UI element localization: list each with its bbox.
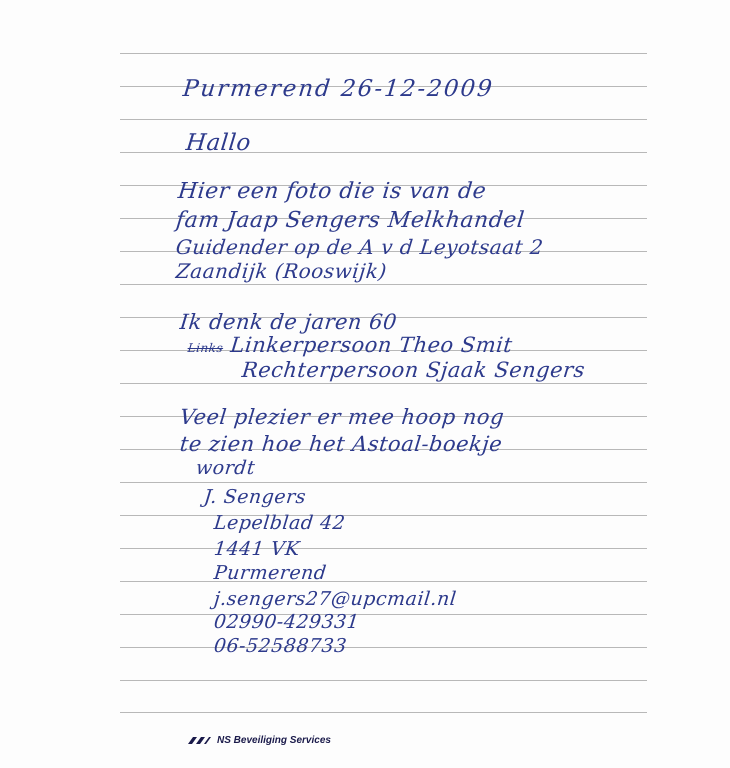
ruled-line — [120, 614, 647, 615]
ruled-line — [120, 515, 647, 516]
letter-line-10: wordt — [194, 457, 257, 479]
signature: J. Sengers — [202, 486, 308, 508]
ns-logo-icon — [186, 731, 212, 750]
ruled-line — [120, 482, 647, 483]
letter-line-8: Veel plezier er mee hoop nog — [178, 405, 506, 429]
letter-line-4: Zaandijk (Rooswijk) — [174, 259, 389, 283]
left-person: Linkerpersoon Theo Smit — [229, 333, 514, 357]
footer-brand-text: NS Beveiliging Services — [217, 735, 331, 746]
email-address: j.sengers27@upcmail.nl — [212, 588, 458, 610]
ruled-line — [120, 712, 647, 713]
letter-line-7: Rechterpersoon Sjaak Sengers — [240, 358, 587, 382]
letter-line-1: Hier een foto die is van de — [176, 179, 488, 204]
phone-landline: 02990-429331 — [212, 611, 361, 633]
ruled-line — [120, 53, 647, 54]
phone-mobile: 06-52588733 — [212, 635, 348, 657]
ruled-line — [120, 284, 647, 285]
address-street: Lepelblad 42 — [212, 512, 347, 534]
letter-line-9: te zien hoe het Astoal-boekje — [178, 432, 504, 456]
letter-line-6 — [187, 333, 514, 357]
ruled-line — [120, 680, 647, 681]
struck-word: Links — [186, 341, 224, 355]
ruled-line — [120, 647, 647, 648]
ruled-line — [120, 548, 647, 549]
ruled-line — [120, 119, 647, 120]
letter-line-5: Ik denk de jaren 60 — [178, 310, 399, 334]
address-postcode: 1441 VK — [212, 538, 301, 560]
letter-line-3: Guidender op de A v d Leyotsaat 2 — [174, 235, 545, 259]
letter-line-2: fam Jaap Sengers Melkhandel — [174, 208, 526, 233]
greeting: Hallo — [184, 130, 253, 156]
footer-brand — [186, 731, 331, 750]
place-date: Purmerend 26-12-2009 — [181, 76, 496, 102]
ruled-line — [120, 383, 647, 384]
address-city: Purmerend — [212, 562, 328, 584]
ruled-line — [120, 581, 647, 582]
